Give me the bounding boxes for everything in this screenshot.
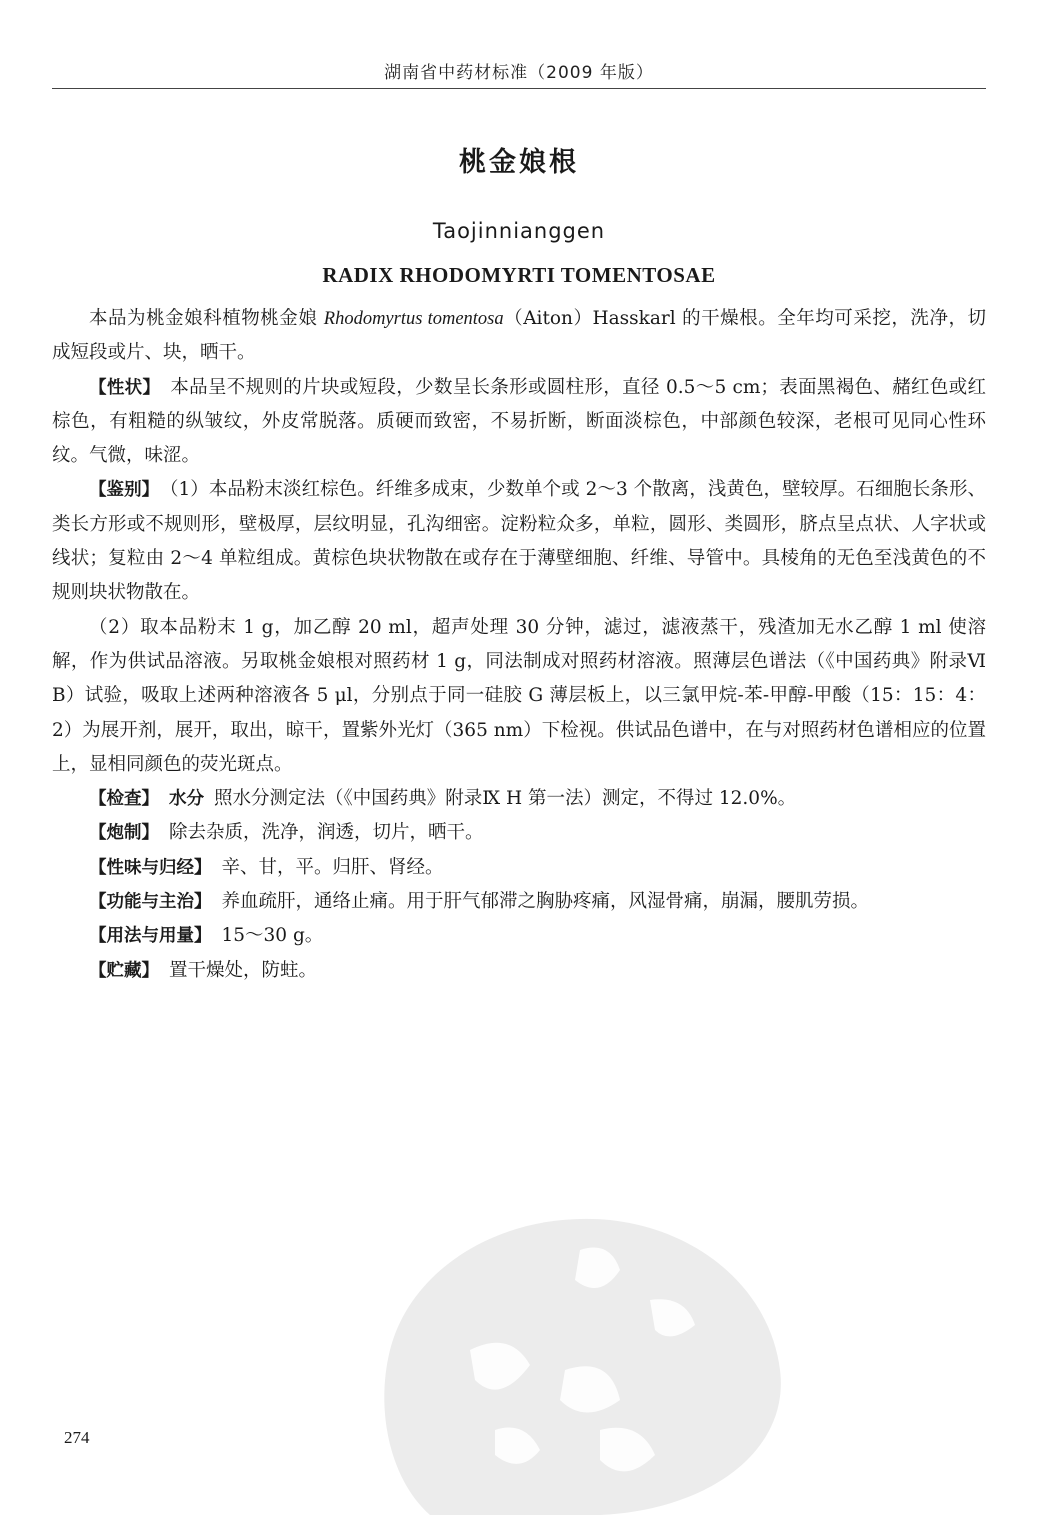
watermark-seal [350,1180,790,1520]
moisture-subheading: 水分 [169,789,204,810]
monograph-title-pinyin: Taojinnianggen [432,219,606,243]
section-heading-function: 【功能与主治】 [89,892,212,913]
property-text: 辛、甘，平。归肝、肾经。 [221,856,444,878]
section-heading-property: 【性味与归经】 [89,857,212,878]
usage-text: 15～30 g。 [221,925,324,947]
section-heading-storage: 【贮藏】 [89,960,159,981]
species-latin-name: Rhodomyrtus tomentosa [323,309,504,329]
identification-text-1: （1）本品粉末淡红棕色。纤维多成束，少数单个或 2～3 个散离，浅黄色，壁较厚。石细胞长条形、类长方形或不规则形，壁极厚，层纹明显，孔沟细密。淀粉粒众多，单粒，圆形、类圆形，脐点呈点状、人字状或线状；复粒由 2～4 单粒组成。黄棕色块状物散在或存在于薄壁细胞、纤维、导管中。具棱角的无色至浅黄色的不规则块状物散在。 [52,479,987,604]
property-section [52,851,986,885]
identification-text-2: （2）取本品粉末 1 g，加乙醇 20 ml，超声处理 30 分钟，滤过，滤液蒸干，残渣加无水乙醇 1 ml 使溶解，作为供试品溶液。另取桃金娘根对照药材 1 g，同法制成对照药材溶液。照薄层色谱法（《中国药典》附录Ⅵ B）试验，吸取上述两种溶液各 5 μl，分别点于同一硅胶 G 薄层板上，以三氯甲烷-苯-甲醇-甲酸（15：15：4：2）为展开剂，展开，取出，晾干，置紫外光灯（365 nm）下检视。供试品色谱中，在与对照药材色谱相应的位置上，显相同颜色的荧光斑点。 [52,616,986,775]
page-number: 274 [64,1428,90,1447]
processing-text: 除去杂质，洗净，润透，切片，晒干。 [169,822,484,844]
intro-text-2: （Aiton）Hasskarl 的干燥根。全年均可采挖，洗净，切成短段或片、块，晒干。 [52,308,987,364]
identification-paragraph-2 [52,611,986,782]
monograph-title-chinese: 桃金娘根 [459,147,579,178]
storage-section [52,954,986,988]
identification-section [52,473,986,610]
examination-text: 照水分测定法（《中国药典》附录Ⅸ H 第一法）测定，不得过 12.0%。 [214,788,797,810]
usage-section [52,919,986,953]
running-header: 湖南省中药材标准（2009 年版） [384,63,654,83]
section-heading-examination: 【检查】 [89,789,159,810]
storage-text: 置干燥处，防蛀。 [169,959,318,981]
description-section [52,371,986,474]
header-rule [52,88,986,89]
section-heading-identification: 【鉴别】 [89,480,160,501]
function-section [52,885,986,919]
monograph-body [52,302,986,988]
section-heading-processing: 【炮制】 [89,823,159,844]
description-text: 本品呈不规则的片块或短段，少数呈长条形或圆柱形，直径 0.5～5 cm；表面黑褐色、赭红色或红棕色，有粗糙的纵皱纹，外皮常脱落。质硬而致密，不易折断，断面淡棕色，中部颜色较深，老根可见同心性环纹。气微，味涩。 [52,376,986,467]
intro-text-1: 本品为桃金娘科植物桃金娘 [89,308,324,329]
processing-section [52,816,986,850]
intro-paragraph [52,302,986,371]
examination-section [52,782,986,816]
section-heading-description: 【性状】 [89,377,161,398]
section-heading-usage: 【用法与用量】 [89,926,212,947]
monograph-title-latin: RADIX RHODOMYRTI TOMENTOSAE [322,263,716,287]
function-text: 养血疏肝，通络止痛。用于肝气郁滞之胸胁疼痛，风湿骨痛，崩漏，腰肌劳损。 [221,891,870,913]
